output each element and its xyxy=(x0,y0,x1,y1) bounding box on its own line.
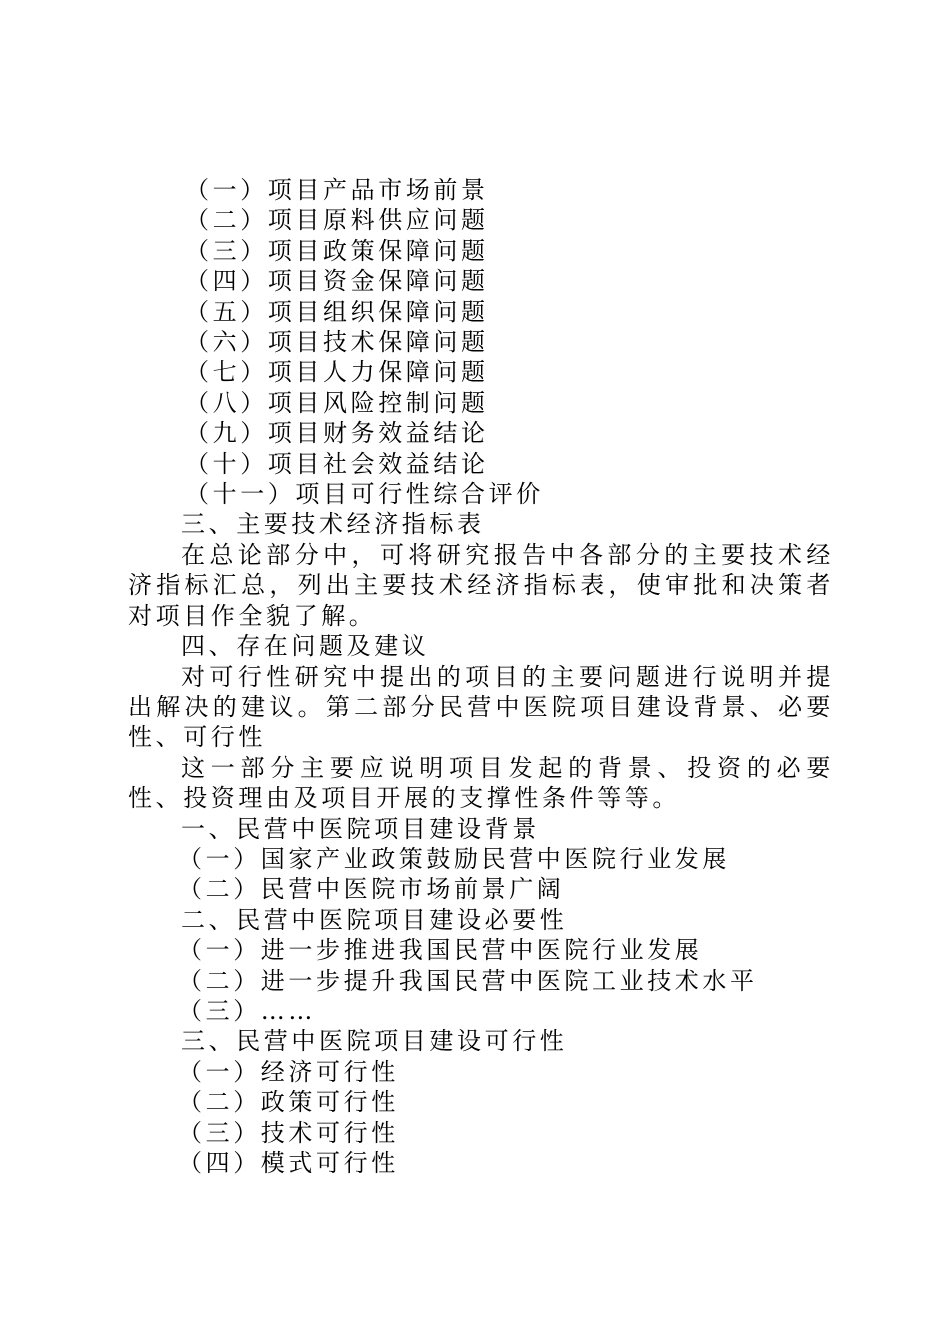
outline-item: （二）项目原料供应问题 xyxy=(185,206,489,235)
outline-item: （二）政策可行性 xyxy=(178,1088,399,1117)
document-body xyxy=(128,175,834,1178)
outline-item: （八）项目风险控制问题 xyxy=(185,388,489,417)
paragraph: 对可行性研究中提出的项目的主要问题进行说明并提出解决的建议。第二部分民营中医院项目建设背景、必要性、可行性 xyxy=(128,662,834,752)
outline-item: （三）项目政策保障问题 xyxy=(185,236,489,265)
outline-item: （一）经济可行性 xyxy=(178,1057,399,1086)
paragraph: 这一部分主要应说明项目发起的背景、投资的必要性、投资理由及项目开展的支撑性条件等等。 xyxy=(128,753,834,813)
section-heading: 二、民营中医院项目建设必要性 xyxy=(181,905,568,934)
outline-item: （十）项目社会效益结论 xyxy=(185,449,489,478)
outline-item: （一）进一步推进我国民营中医院行业发展 xyxy=(178,936,703,965)
outline-item: （七）项目人力保障问题 xyxy=(185,358,489,387)
outline-item: （一）国家产业政策鼓励民营中医院行业发展 xyxy=(178,844,730,873)
section-heading: 三、主要技术经济指标表 xyxy=(181,510,485,539)
outline-item: （四）模式可行性 xyxy=(178,1149,399,1177)
outline-item: （二）进一步提升我国民营中医院工业技术水平 xyxy=(178,966,758,995)
section-heading: 一、民营中医院项目建设背景 xyxy=(181,814,540,843)
outline-item: （四）项目资金保障问题 xyxy=(185,267,489,296)
outline-item: （五）项目组织保障问题 xyxy=(185,297,489,326)
section-heading: 四、存在问题及建议 xyxy=(181,632,430,661)
outline-item: （三）技术可行性 xyxy=(178,1118,399,1147)
outline-item: （三）…… xyxy=(178,996,316,1025)
outline-item: （十一）项目可行性综合评价 xyxy=(185,480,544,509)
outline-item: （二）民营中医院市场前景广阔 xyxy=(178,875,565,904)
paragraph: 在总论部分中，可将研究报告中各部分的主要技术经济指标汇总，列出主要技术经济指标表，使审批和决策者对项目作全貌了解。 xyxy=(128,540,834,630)
outline-item: （六）项目技术保障问题 xyxy=(185,328,489,357)
outline-item: （九）项目财务效益结论 xyxy=(185,419,489,448)
outline-item: （一）项目产品市场前景 xyxy=(185,176,489,204)
section-heading: 三、民营中医院项目建设可行性 xyxy=(181,1027,568,1056)
